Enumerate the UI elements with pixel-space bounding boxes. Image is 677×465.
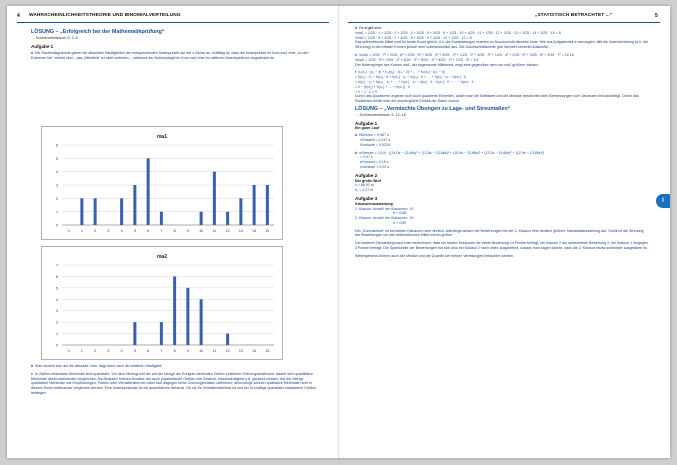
x-tick-label: 0 xyxy=(67,229,70,233)
y-tick-label: 2 xyxy=(56,196,58,201)
y-tick-label: 4 xyxy=(56,170,58,175)
item-f-text: Durch das Quadrieren ergeben sich auch quadrierte Einheiten, außer man die Mittelwert und die Mediale beschreibt beim Berechnungen vom Varianzen berücksichtigt. Durch das Radizieren erhält man die ursprüngliche Einheit der Daten zurück. xyxy=(355,94,639,104)
task2-line: x̄ = 66,93 m xyxy=(355,183,374,188)
bar xyxy=(226,334,229,345)
bar xyxy=(133,185,136,225)
task1-b-line: σGesamt ≈ 0,15 s xyxy=(360,160,389,165)
item-label: d xyxy=(355,26,358,30)
task2-line: s₂ = 2,27 m xyxy=(355,188,374,193)
task1-heading: Aufgabe 1 xyxy=(355,120,378,126)
y-tick-label: 1 xyxy=(56,332,58,337)
x-tick-label: 6 xyxy=(147,349,150,353)
bar xyxy=(94,198,97,225)
y-tick-label: 5 xyxy=(56,156,58,161)
item-c xyxy=(31,372,321,396)
x-tick-label: 11 xyxy=(212,229,217,233)
bar xyxy=(160,212,163,225)
y-tick-label: 0 xyxy=(56,223,58,228)
item-e-formula-1: Vma1 = 2/25 · 7² + 2/25 · 6² + 2/25 · 4² + 3/25 · 3² + 5/25 · 2² + 1/25 · 2² + 4/25 · 3² + 1/25 · 4² + 2/25 · 5² + 3/25 · 6² + 3/25 · 7² = 22,16 xyxy=(359,52,574,57)
chart-title: ma1 xyxy=(156,134,168,140)
item-f xyxy=(355,70,649,104)
left-page-number: 4 xyxy=(17,13,20,19)
x-tick-label: 12 xyxy=(225,349,230,353)
item-a xyxy=(31,51,321,61)
task3-values xyxy=(355,207,649,226)
task3-heading: Aufgabe 3 xyxy=(355,195,378,201)
task3-subtitle: Klausurenauswertung xyxy=(355,201,393,206)
y-tick-label: 1 xyxy=(56,210,58,215)
task1-b-line: σVorlaufe ≈ 0,92 s xyxy=(360,164,390,169)
y-tick-label: 3 xyxy=(56,309,58,314)
bar xyxy=(160,322,163,345)
task3-item-2b: σ = 0,89 xyxy=(393,220,407,225)
left-column-bottom xyxy=(31,364,321,399)
x-tick-label: 14 xyxy=(252,349,257,353)
task3-item-1: 1. Klausur: Anzahl der Klausuren: 19 xyxy=(355,206,414,211)
item-label: b xyxy=(355,150,358,155)
task2-heading: Aufgabe 2 xyxy=(355,172,378,178)
x-tick-label: 4 xyxy=(120,349,123,353)
page-gutter xyxy=(338,6,340,458)
x-tick-label: 3 xyxy=(107,229,110,233)
x-tick-label: 10 xyxy=(199,229,204,233)
task-heading: Aufgabe 1 xyxy=(31,43,54,49)
bar xyxy=(133,322,136,345)
y-tick-label: 0 xyxy=(56,343,58,348)
bar xyxy=(186,288,189,345)
bar xyxy=(80,198,83,225)
bar xyxy=(239,198,242,225)
bar xyxy=(213,172,216,225)
bar xyxy=(226,212,229,225)
x-tick-label: 9 xyxy=(186,229,189,233)
item-f-line: h₁(x₁) · (x₁ − x̄) + h₂(x₂) · (x₂ − x̄) + … + hₖ(xₖ) · (xₖ − x̄) xyxy=(358,70,445,75)
item-label: a xyxy=(355,133,357,138)
bar xyxy=(147,158,150,225)
x-tick-label: 10 xyxy=(199,349,204,353)
y-tick-label: 4 xyxy=(56,297,58,302)
right-column xyxy=(355,26,649,262)
task1-b-line: ≈ 0,97 s xyxy=(360,155,373,160)
x-tick-label: 5 xyxy=(133,229,136,233)
y-tick-label: 2 xyxy=(56,320,58,325)
x-tick-label: 13 xyxy=(238,349,243,353)
x-tick-label: 2 xyxy=(94,349,97,353)
chart-ma1-svg xyxy=(42,127,282,239)
right-header-rule xyxy=(348,22,660,23)
task3-item-1b: σ = 0,68 xyxy=(393,211,407,216)
item-label: e xyxy=(355,52,357,57)
item-b-text: Man bezieht sich auf die absolute, bzw. fragt dann nach der relativen Häufigkeit. xyxy=(35,364,163,368)
item-e-formula-2: Vma2 = 2/25 · 3² + 2/25 · 1² + 6/25 · 0² + 5/25 · 1² + 4/25 · 2² + 1/25 · 4² = 3,6 xyxy=(355,57,479,62)
textbook-ref: → Schülerarbeitsbuch S. 2–5 xyxy=(31,35,78,40)
item-label: c xyxy=(31,371,33,376)
task2-subtitle: Der große Wurf xyxy=(355,178,382,183)
item-label: b xyxy=(31,364,34,368)
task3-item-2: 2. Klausur: Anzahl der Klausuren: 19 xyxy=(355,216,414,221)
x-tick-label: 6 xyxy=(147,229,150,233)
item-b xyxy=(31,364,321,369)
item-f-line: = x̄ − (h(x₁) + h(x₂) + … + h(xₖ)) · x̄ xyxy=(355,84,410,89)
item-f-line: = h(x₁) · x₁ − h(x₁) · x̄ + h(x₂) · x₂ − h(x₂) · x̄ + … + h(xₖ) · xₖ − h(xₖ) · x̄ xyxy=(355,75,466,80)
bar xyxy=(173,276,176,345)
book-spread xyxy=(7,6,670,458)
x-tick-label: 0 xyxy=(67,349,70,353)
item-f-line: = x̄ − 1 · x̄ = 0 xyxy=(355,89,378,94)
item-f-line: = h(x₁) · x₁ + h(x₂) · x₂ + … + h(xₖ) · xₖ − h(x₁) · x̄ − h(x₂) · x̄ − … − h(xₖ) · x̄ xyxy=(355,79,474,84)
x-tick-label: 15 xyxy=(265,229,270,233)
left-column-top xyxy=(31,28,321,64)
x-tick-label: 7 xyxy=(160,349,163,353)
task2-values xyxy=(355,183,649,193)
x-tick-label: 14 xyxy=(252,229,257,233)
item-d-text: Das arithmetische Mittel sind für beide Kurse gleich, d.h. die Kursleistungen erzielen im Durchschnitt dieselbe Note. Wie aus Aufgabenteil a hervorgeht, fällt die Notenverteilung (d.h. die Streuung) in den beiden Kursen jedoch sehr unterschiedlich aus. Die Durchschnittswerte gibt hierüber keinerlei Auskünfte. xyxy=(355,40,649,50)
x-tick-label: 7 xyxy=(160,229,163,233)
task1-item-a xyxy=(355,133,649,147)
task1-a-line: s̃Vorlaufe = 0,0224 xyxy=(360,142,391,147)
x-tick-label: 1 xyxy=(80,229,83,233)
item-d-intro: Es ergibt sich: xyxy=(359,26,382,30)
x-tick-label: 15 xyxy=(265,349,270,353)
task1-b-formula: σStrecke = √(1/4 · ((14,0s − 13,66s)² + (12,8s − 13,66s)² + (15,4s − 13,66s)² + (13,2s − 13,66s)² + (12,9s − 13,66s)²) xyxy=(359,150,545,155)
x-tick-label: 2 xyxy=(94,229,97,233)
y-tick-label: 7 xyxy=(56,263,58,268)
y-tick-label: 3 xyxy=(56,183,58,188)
task1-item-b xyxy=(355,151,649,170)
x-tick-label: 12 xyxy=(225,229,230,233)
x-tick-label: 8 xyxy=(173,229,176,233)
y-tick-label: 5 xyxy=(56,286,58,291)
x-tick-label: 1 xyxy=(80,349,83,353)
right-running-head: „STATISTISCH BETRACHTET ...“ xyxy=(535,13,613,18)
x-tick-label: 9 xyxy=(186,349,189,353)
textbook-ref-2: → Schülerarbeitsbuch S. 12–16 xyxy=(355,112,406,117)
x-tick-label: 3 xyxy=(107,349,110,353)
bar xyxy=(120,198,123,225)
task1-subtitle: Ein guter Lauf xyxy=(355,126,380,131)
x-tick-label: 8 xyxy=(173,349,176,353)
item-e xyxy=(355,53,649,67)
bar xyxy=(200,212,203,225)
solution2-title: LÖSUNG – „Vermischte Übungen zu Lage- und Streumaßen“ xyxy=(355,105,511,112)
chart-ma2-svg xyxy=(42,247,282,359)
left-header-rule xyxy=(17,22,329,23)
chart-ma1 xyxy=(41,126,283,240)
item-d-formula-1: x̄ma1 = 2/25 · 1 + 2/25 · 2 + 2/25 · 4 + 3/25 · 5 + 5/25 · 6 + 1/25 · 10 + 4/25 · 11 + 1/25 · 12 + 2/25 · 13 + 3/25 · 14 + 3/25 · 15 = 8 xyxy=(355,30,561,35)
y-tick-label: 6 xyxy=(56,274,58,279)
task3-text-1: Der „Durchschnitt“ ist bei beiden Klausuren sehr ähnlich. Allerdings weisen die Bewertungen bei der 2. Klausur eine deutlich größere Standardabweichung auf. Somit ist die Streuung der Bewertungen um den arithmetischen Mittel herum größer. xyxy=(355,228,644,238)
solution-title: LÖSUNG – „Erfolgreich bei der Mathematikprüfung“ xyxy=(31,29,165,35)
y-tick-label: 6 xyxy=(56,143,58,148)
chart-ma2 xyxy=(41,246,283,360)
task1-a-line: x̄Strecke = 0,967 s xyxy=(359,133,389,138)
task3-text-2: Der weiteren Beurteilung kann man bezeichnen, dass bei beiden Klausuren die beste Bewertung 14 Punkte beträgt, bei Klausur 2 die schlechteste Bewertung 2, bei Klausur 1 hingegen 3 Punkte beträgt. Die Spannweite der Bewertungen hat sich also bei Klausur 2 nach unten ausgedehnt, sodass man sagen könnte, dass die 2. Klausur etwas schlechter ausgefallen ist. xyxy=(355,241,648,251)
bar xyxy=(266,185,269,225)
bar xyxy=(200,299,203,345)
item-label: a xyxy=(31,51,33,56)
bar xyxy=(253,185,256,225)
x-tick-label: 5 xyxy=(133,349,136,353)
task1-a-line: x̄Gesamt = 0,147 s xyxy=(360,137,391,142)
chapter-tab[interactable]: I xyxy=(656,194,670,208)
left-running-head: WAHRSCHEINLICHKEITSTHEORIE UND BINOMIALVERTEILUNG xyxy=(29,13,181,18)
right-page-number: 5 xyxy=(655,13,658,19)
item-a-text: Die Säulendiagramme geben die absoluten Häufigkeiten der entsprechenden Notenpunkte auf der x-Achse an. Auffällig ist, dass die Notenpunkte im Kurs ma1 eher „zu den Extremen hin“ verteilt sind – das „Mittelfeld“ ist nicht vertreten –, während der Notenspiegel im Kurs ma2 eher im mittleren Notenspektrum angesiedelt ist. xyxy=(31,51,309,61)
x-tick-label: 4 xyxy=(120,229,123,233)
item-c-text: In Zahlen erfassbare Merkmale sind quantitativ. Vor dem Hintergrund der auf der Menge der Ereignis stehenden Zahlen existieren Ordnungsrelationen, lassen sich quantitative Merkmale direkt miteinander vergleichen. Als Beispiele können Ansätze wie auch physikalische Größen wie Gewicht, Geschwindigkeit u.Ä. genannt werden. Auf der Menge qualitativer Merkmale wie Empfindungen, Farben oder Verhaltensformen lässt sich dagegen keine Ordnungsrelation definieren; demzufolge können qualitative Merkmale nicht in diesem Sinne miteinander verglichen werden. Eine Notenpunktzahl ist ein quantitatives Merkmal. Ob sie für Zeitdiskreditierbar ist und bei Grundlage quantitativ erfassbarer Größen festlegen. xyxy=(31,371,317,395)
task3-text-3: Weitergehend können auch der Median und die Quartile der beiden Verteilungen betrachtet werden. xyxy=(355,253,514,258)
item-d xyxy=(355,26,649,50)
item-d-formula-2: x̄ma2 = 2/25 · 5 + 2/25 · 7 + 6/25 · 8 + 5/25 · 9 + 4/25 · 10 + 1/25 · 12 = 8 xyxy=(355,35,472,40)
chart-title: ma2 xyxy=(156,254,168,260)
item-label: f xyxy=(355,70,357,75)
x-tick-label: 13 xyxy=(238,229,243,233)
item-e-text: Der Notenspiegel des Kurses ma1, der sogenannte Mittelwert, zeigt eine gegenüber dem von ma2 größere Varianz. xyxy=(355,62,539,67)
x-tick-label: 11 xyxy=(212,349,217,353)
